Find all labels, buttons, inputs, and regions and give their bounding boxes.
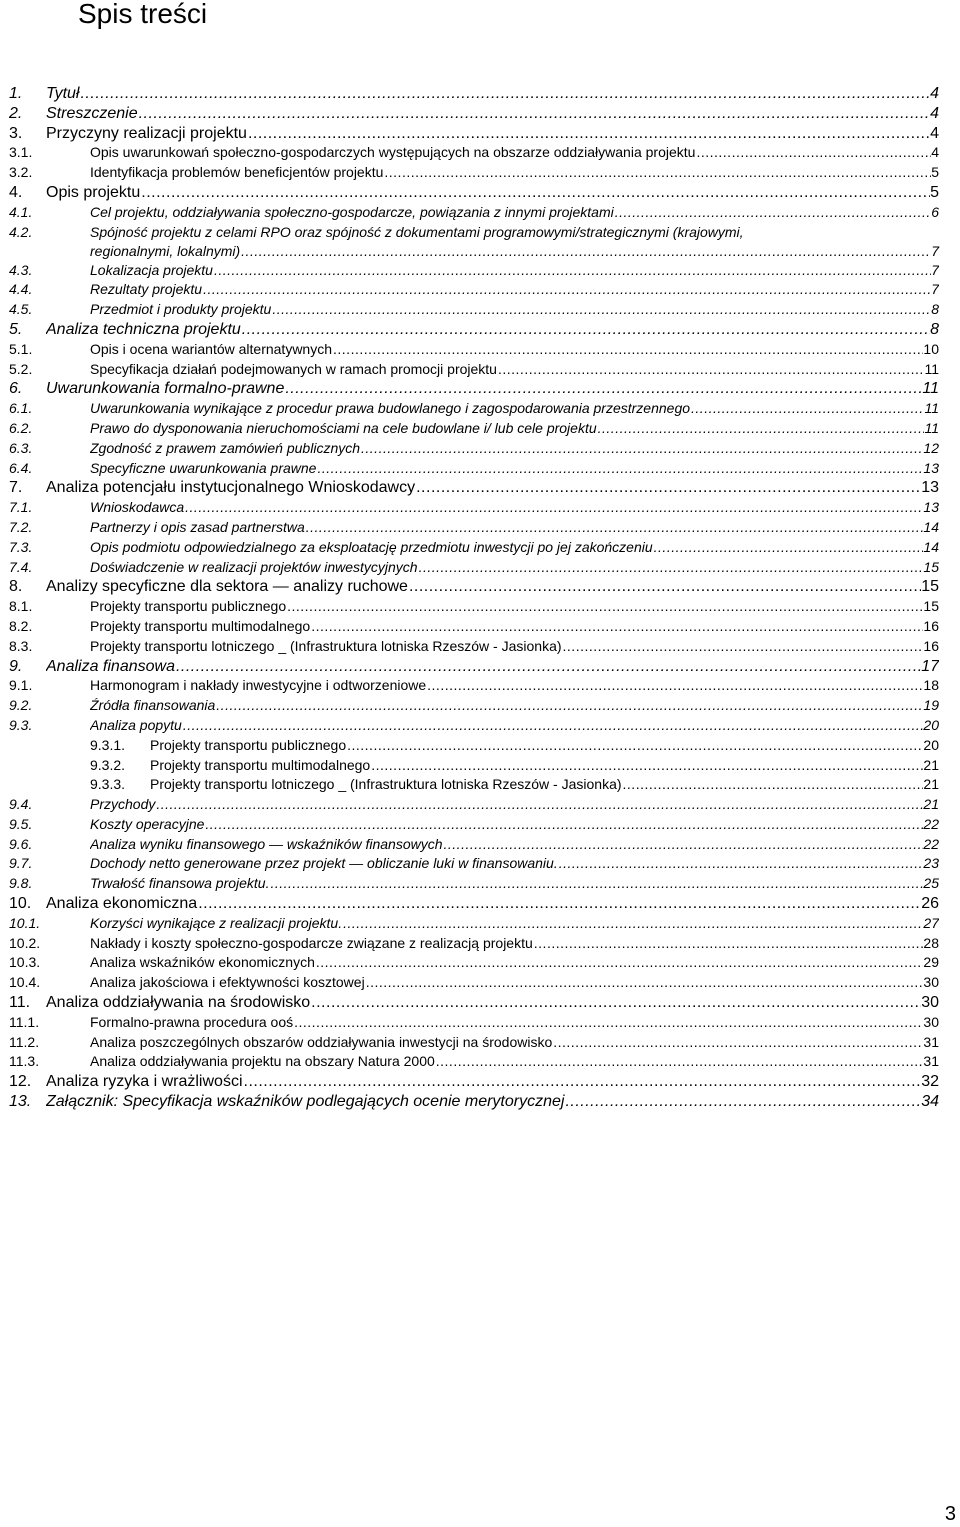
toc-entry-title: Analiza ekonomiczna	[46, 895, 198, 913]
dot-leader	[141, 183, 930, 203]
toc-entry-page: 13	[921, 479, 939, 497]
toc-entry-page: 15	[923, 558, 939, 575]
dot-leader	[214, 261, 931, 281]
toc-entry[interactable]	[0, 597, 960, 617]
toc-entry-number: 9.2.	[9, 697, 33, 714]
toc-entry[interactable]	[0, 1033, 960, 1053]
toc-entry[interactable]	[0, 360, 960, 380]
toc-entry-title: Specyfikacja działań podejmowanych w ramach promocji projektu	[90, 360, 497, 377]
dot-leader	[185, 498, 923, 518]
toc-entry-number: 9.3.1.	[90, 736, 126, 753]
toc-entry-title: Prawo do dysponowania nieruchomościami na cele budowlane i/ lub cele projektu	[90, 419, 597, 436]
toc-entry-title: Korzyści wynikające z realizacji projektu.	[90, 914, 343, 931]
toc-entry-number: 9.8.	[9, 875, 33, 892]
toc-entry-title: Doświadczenie w realizacji projektów inwestycyjnych	[90, 558, 418, 575]
dot-leader	[316, 953, 924, 973]
toc-entry-title: Tytuł	[46, 85, 80, 102]
table-of-contents	[0, 84, 960, 1112]
toc-entry-title: Analiza jakościowa i efektywności kosztowej	[90, 974, 365, 991]
dot-leader	[156, 795, 923, 815]
toc-entry[interactable]	[0, 874, 960, 894]
toc-entry-number: 10.	[9, 895, 32, 913]
toc-entry-title: Analiza oddziaływania na środowisko	[46, 994, 311, 1012]
page-title: Spis treści	[78, 0, 208, 29]
toc-entry-page: 31	[923, 1033, 939, 1050]
toc-entry[interactable]	[0, 163, 960, 183]
dot-leader	[565, 1092, 921, 1112]
toc-entry-title: Specyficzne uwarunkowania prawne	[90, 459, 317, 476]
toc-entry-number: 7.4.	[9, 558, 33, 575]
toc-entry[interactable]	[0, 736, 960, 756]
toc-entry-title: Analiza popytu	[90, 716, 182, 733]
toc-entry[interactable]	[0, 1092, 960, 1112]
toc-entry[interactable]	[0, 478, 960, 498]
dot-leader	[409, 577, 921, 597]
dot-leader	[270, 874, 923, 894]
toc-entry-page: 20	[923, 736, 939, 753]
toc-entry-page: 23	[923, 855, 939, 872]
toc-entry-page: 30	[923, 974, 939, 991]
toc-entry-page: 4	[930, 104, 939, 122]
toc-entry[interactable]	[0, 934, 960, 954]
toc-entry-number: 9.1.	[9, 677, 33, 694]
toc-entry[interactable]	[0, 518, 960, 538]
dot-leader	[139, 104, 931, 124]
page-number: 3	[944, 1503, 956, 1525]
toc-entry-number: 5.	[9, 320, 23, 338]
toc-entry-number: 5.2.	[9, 360, 33, 377]
toc-entry[interactable]	[0, 854, 960, 874]
toc-entry-page: 21	[923, 776, 939, 793]
toc-entry-title: Projekty transportu publicznego	[150, 736, 347, 753]
toc-entry-title: Projekty transportu lotniczego _ (Infrastruktura lotniska Rzeszów - Jasionka)	[90, 637, 562, 654]
dot-leader	[285, 379, 922, 399]
dot-leader	[203, 280, 931, 300]
dot-leader	[176, 657, 921, 677]
dot-leader	[696, 143, 931, 163]
toc-entry[interactable]	[0, 340, 960, 360]
dot-leader	[366, 973, 924, 993]
toc-entry[interactable]	[0, 696, 960, 716]
dot-leader	[559, 854, 924, 874]
toc-entry-number: 7.2.	[9, 518, 33, 535]
dot-leader	[244, 1072, 922, 1092]
toc-entry-number: 1.	[9, 85, 23, 102]
toc-entry[interactable]	[0, 419, 960, 439]
dot-leader	[311, 617, 923, 637]
dot-leader	[553, 1033, 923, 1053]
toc-entry-title: Opis i ocena wariantów alternatywnych	[90, 340, 333, 357]
toc-entry-page: 26	[921, 895, 939, 913]
toc-entry[interactable]	[0, 617, 960, 637]
toc-entry-number: 3.2.	[9, 164, 33, 181]
toc-entry-title: Analiza poszczególnych obszarów oddziaływania inwestycji na środowisko	[90, 1033, 553, 1050]
toc-entry-title: Spójność projektu z celami RPO oraz spójność z dokumentami programowymi/strategicznymi (krajowymi,	[90, 223, 744, 240]
toc-entry-number: 10.1.	[9, 914, 41, 931]
toc-entry[interactable]	[0, 203, 960, 223]
toc-entry-title: Identyfikacja problemów beneficjentów projektu	[90, 164, 384, 181]
dot-leader	[427, 676, 923, 696]
toc-entry-page: 22	[923, 835, 939, 852]
toc-entry[interactable]	[0, 124, 960, 144]
dot-leader	[419, 558, 924, 578]
toc-entry-title: Streszczenie	[46, 104, 138, 122]
toc-entry[interactable]	[0, 815, 960, 835]
dot-leader	[306, 518, 924, 538]
toc-entry-page: 25	[923, 875, 939, 892]
toc-entry[interactable]	[0, 835, 960, 855]
dot-leader	[384, 163, 931, 183]
toc-entry-title: Załącznik: Specyfikacja wskaźników podlegających ocenie merytorycznej	[46, 1093, 565, 1111]
toc-entry-page: 4	[930, 124, 939, 142]
toc-entry-number: 13.	[9, 1093, 32, 1111]
toc-entry[interactable]	[0, 459, 960, 479]
toc-entry-page: 6	[931, 203, 939, 220]
toc-entry[interactable]	[0, 637, 960, 657]
toc-entry-page: 5	[931, 164, 939, 181]
toc-entry[interactable]	[0, 439, 960, 459]
toc-entry-number: 6.3.	[9, 439, 33, 456]
toc-entry-number: 8.	[9, 578, 23, 596]
toc-entry-title: Źródła finansowania	[90, 697, 216, 714]
toc-entry-title: Wnioskodawca	[90, 499, 185, 516]
dot-leader	[347, 736, 923, 756]
toc-entry-page: 12	[923, 439, 939, 456]
dot-leader	[241, 242, 931, 262]
toc-entry-page: 30	[921, 994, 939, 1012]
dot-leader	[317, 459, 923, 479]
toc-entry-number: 6.4.	[9, 459, 33, 476]
toc-entry-title: Opis podmiotu odpowiedzialnego za eksploatację przedmiotu inwestycji po jej zakończeniu	[90, 538, 653, 555]
toc-entry[interactable]	[0, 498, 960, 518]
toc-entry-title: Przychody	[90, 796, 156, 813]
toc-entry-page: 8	[931, 301, 939, 318]
toc-entry-title: Uwarunkowania formalno-prawne	[46, 380, 285, 398]
dot-leader	[534, 934, 924, 954]
toc-entry-number: 3.1.	[9, 144, 33, 161]
dot-leader	[198, 894, 921, 914]
toc-entry-title: Cel projektu, oddziaływania społeczno-gospodarcze, powiązania z innymi projektami	[90, 203, 614, 220]
toc-entry-page: 4	[930, 85, 939, 102]
toc-entry-page: 13	[923, 459, 939, 476]
dot-leader	[371, 756, 923, 776]
toc-entry-title-continued: regionalnymi, lokalnymi)	[90, 242, 241, 259]
toc-entry[interactable]	[0, 795, 960, 815]
toc-entry-title: Formalno-prawna procedura ooś	[90, 1013, 294, 1030]
toc-entry-number: 3.	[9, 124, 23, 142]
toc-entry-number: 2.	[9, 104, 23, 122]
dot-leader	[333, 340, 923, 360]
dot-leader	[436, 1052, 924, 1072]
toc-entry-page: 17	[921, 657, 939, 675]
toc-entry-number: 9.5.	[9, 815, 33, 832]
toc-entry-page: 11	[924, 400, 939, 417]
toc-entry-number: 9.3.	[9, 716, 33, 733]
dot-leader	[287, 597, 923, 617]
toc-entry-number: 7.1.	[9, 499, 33, 516]
toc-entry[interactable]	[0, 953, 960, 973]
toc-entry-page: 10	[923, 340, 939, 357]
toc-entry-number: 10.4.	[9, 974, 41, 991]
dot-leader	[654, 538, 924, 558]
toc-entry-title: Analiza oddziaływania projektu na obszary Natura 2000	[90, 1053, 435, 1070]
toc-entry-title: Partnerzy i opis zasad partnerstwa	[90, 518, 305, 535]
toc-entry-number: 8.1.	[9, 598, 33, 615]
toc-entry-number: 6.1.	[9, 400, 33, 417]
dot-leader	[598, 419, 925, 439]
toc-entry[interactable]	[0, 716, 960, 736]
toc-entry-page: 7	[931, 281, 939, 298]
toc-entry-number: 4.4.	[9, 281, 33, 298]
toc-entry[interactable]	[0, 223, 960, 261]
toc-entry-title: Harmonogram i nakłady inwestycyjne i odtworzeniowe	[90, 677, 427, 694]
toc-entry-page: 21	[923, 796, 939, 813]
dot-leader	[343, 914, 923, 934]
toc-entry-page: 16	[923, 637, 939, 654]
toc-entry-title: Przedmiot i produkty projektu	[90, 301, 272, 318]
toc-entry-number: 4.1.	[9, 203, 33, 220]
toc-entry-title: Nakłady i koszty społeczno-gospodarcze związane z realizacją projektu	[90, 934, 533, 951]
toc-entry-number: 6.	[9, 380, 23, 398]
toc-entry[interactable]	[0, 577, 960, 597]
toc-entry-title: Rezultaty projektu	[90, 281, 203, 298]
toc-entry-title: Opis uwarunkowań społeczno-gospodarczych występujących na obszarze oddziaływania projektu	[90, 144, 696, 161]
toc-entry-title: Zgodność z prawem zamówień publicznych	[90, 439, 361, 456]
toc-entry-page: 5	[930, 183, 939, 201]
toc-entry-title: Analiza ryzyka i wrażliwości	[46, 1073, 243, 1091]
toc-entry[interactable]	[0, 280, 960, 300]
toc-entry-page: 34	[921, 1093, 939, 1111]
toc-entry-page: 31	[923, 1053, 939, 1070]
toc-entry[interactable]	[0, 973, 960, 993]
dot-leader	[444, 835, 924, 855]
toc-entry-title: Przyczyny realizacji projektu	[46, 124, 247, 142]
dot-leader	[294, 1013, 923, 1033]
toc-entry-number: 9.3.3.	[90, 776, 126, 793]
dot-leader	[242, 320, 930, 340]
toc-entry-page: 20	[923, 716, 939, 733]
dot-leader	[563, 637, 924, 657]
toc-entry-number: 11.1.	[9, 1013, 40, 1030]
dot-leader	[80, 84, 930, 104]
toc-entry-number: 11.2.	[9, 1033, 40, 1050]
toc-entry-page: 11	[922, 380, 939, 398]
toc-entry[interactable]	[0, 399, 960, 419]
dot-leader	[183, 716, 924, 736]
dot-leader	[416, 478, 921, 498]
toc-entry-number: 8.3.	[9, 637, 33, 654]
toc-entry[interactable]	[0, 756, 960, 776]
toc-entry[interactable]	[0, 993, 960, 1013]
toc-entry-title: Analizy specyficzne dla sektora — analizy ruchowe	[46, 578, 408, 596]
toc-entry-number: 8.2.	[9, 617, 33, 634]
toc-entry[interactable]	[0, 300, 960, 320]
toc-entry-page: 7	[931, 261, 939, 278]
toc-entry[interactable]	[0, 320, 960, 340]
toc-entry-title: Lokalizacja projektu	[90, 261, 213, 278]
dot-leader	[623, 775, 924, 795]
toc-entry-page: 14	[923, 538, 939, 555]
toc-entry-number: 4.2.	[9, 223, 33, 240]
toc-entry-page: 30	[923, 1013, 939, 1030]
toc-entry-title: Projekty transportu lotniczego _ (Infrastruktura lotniska Rzeszów - Jasionka)	[150, 776, 622, 793]
toc-entry[interactable]	[0, 676, 960, 696]
dot-leader	[498, 360, 924, 380]
toc-entry-page: 11	[924, 360, 939, 377]
toc-entry-page: 29	[923, 954, 939, 971]
toc-entry-title: Uwarunkowania wynikające z procedur prawa budowlanego i zagospodarowania przestrzennego	[90, 400, 691, 417]
toc-entry[interactable]	[0, 104, 960, 124]
toc-entry-page: 22	[923, 815, 939, 832]
toc-entry-number: 4.	[9, 183, 23, 201]
dot-leader	[216, 696, 923, 716]
toc-entry[interactable]	[0, 143, 960, 163]
toc-entry-number: 4.5.	[9, 301, 33, 318]
toc-entry[interactable]	[0, 558, 960, 578]
dot-leader	[272, 300, 931, 320]
toc-entry-number: 9.6.	[9, 835, 33, 852]
toc-entry-title: Projekty transportu multimodalnego	[90, 617, 311, 634]
toc-entry-number: 6.2.	[9, 419, 33, 436]
toc-entry[interactable]	[0, 1052, 960, 1072]
toc-entry[interactable]	[0, 775, 960, 795]
toc-entry-number: 9.3.2.	[90, 756, 126, 773]
toc-entry-page: 16	[923, 617, 939, 634]
toc-entry-title: Koszty operacyjne	[90, 815, 205, 832]
toc-entry[interactable]	[0, 1072, 960, 1092]
toc-entry-page: 21	[923, 756, 939, 773]
toc-entry[interactable]	[0, 379, 960, 399]
toc-entry-number: 5.1.	[9, 340, 33, 357]
toc-entry-title: Dochody netto generowane przez projekt — obliczanie luki w finansowaniu.	[90, 855, 558, 872]
toc-entry-number: 11.	[9, 994, 31, 1012]
dot-leader	[248, 124, 930, 144]
toc-entry-number: 9.4.	[9, 796, 33, 813]
toc-entry-title: Analiza wskaźników ekonomicznych	[90, 954, 315, 971]
toc-entry-page: 15	[921, 578, 939, 596]
toc-entry-number: 11.3.	[9, 1053, 40, 1070]
dot-leader	[691, 399, 924, 419]
toc-entry-page: 11	[924, 419, 939, 436]
toc-entry-number: 12.	[9, 1073, 32, 1091]
toc-entry-page: 13	[923, 499, 939, 516]
toc-entry[interactable]	[0, 1013, 960, 1033]
toc-entry-number: 9.7.	[9, 855, 33, 872]
dot-leader	[615, 203, 931, 223]
toc-entry-title: Analiza wyniku finansowego — wskaźników finansowych	[90, 835, 443, 852]
dot-leader	[361, 439, 923, 459]
toc-entry-number: 7.3.	[9, 538, 33, 555]
toc-entry-title: Trwałość finansowa projektu.	[90, 875, 270, 892]
toc-entry-page: 4	[931, 144, 939, 161]
toc-entry-title: Projekty transportu publicznego	[90, 598, 287, 615]
toc-entry-title: Analiza potencjału instytucjonalnego Wnioskodawcy	[46, 479, 416, 497]
toc-entry[interactable]	[0, 538, 960, 558]
toc-entry-title: Analiza finansowa	[46, 657, 175, 675]
toc-entry[interactable]	[0, 657, 960, 677]
toc-entry-page: 32	[921, 1073, 939, 1091]
toc-entry-number: 9.	[9, 657, 23, 675]
toc-entry-page: 27	[923, 914, 939, 931]
toc-entry-page: 18	[923, 677, 939, 694]
toc-entry[interactable]	[0, 914, 960, 934]
toc-entry-number: 10.3.	[9, 954, 41, 971]
dot-leader	[311, 993, 921, 1013]
toc-entry-page: 8	[930, 320, 939, 338]
toc-entry-number: 7.	[9, 479, 23, 497]
toc-entry-page: 15	[923, 598, 939, 615]
toc-entry[interactable]	[0, 84, 960, 104]
toc-entry-title: Projekty transportu multimodalnego	[150, 756, 371, 773]
toc-entry-page: 14	[923, 518, 939, 535]
toc-entry-title: Analiza techniczna projektu	[46, 320, 241, 338]
toc-entry-page: 19	[923, 697, 939, 714]
dot-leader	[205, 815, 923, 835]
toc-entry-number: 10.2.	[9, 934, 41, 951]
toc-entry-number: 4.3.	[9, 261, 33, 278]
toc-entry[interactable]	[0, 894, 960, 914]
toc-entry-page: 28	[923, 934, 939, 951]
toc-entry-page: 7	[931, 242, 939, 259]
toc-entry-title: Opis projektu	[46, 183, 141, 201]
toc-entry[interactable]	[0, 183, 960, 203]
toc-entry[interactable]	[0, 261, 960, 281]
